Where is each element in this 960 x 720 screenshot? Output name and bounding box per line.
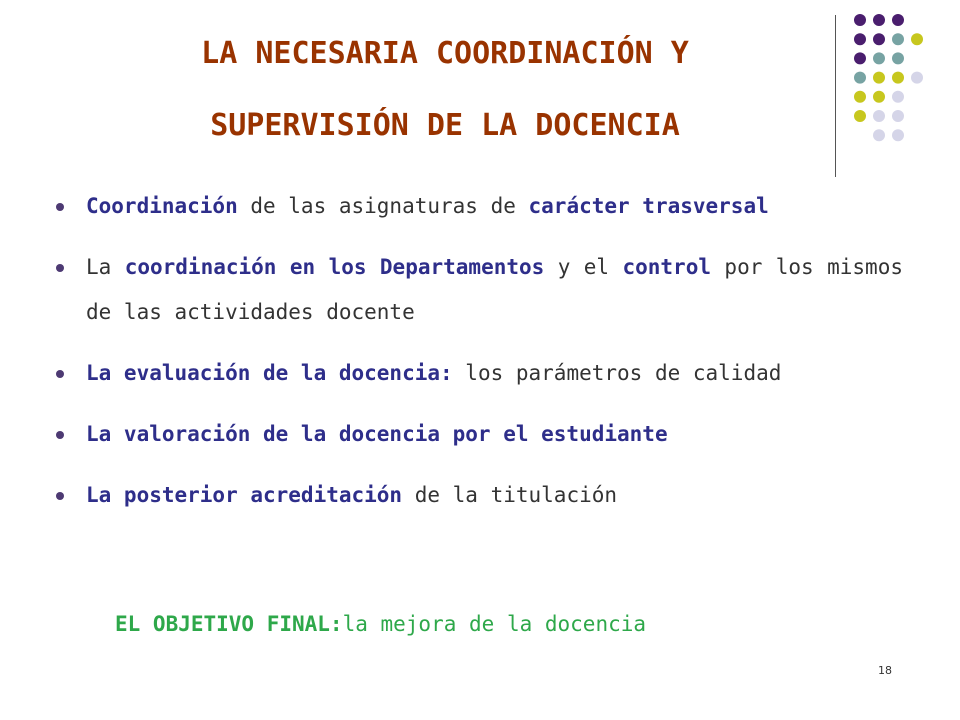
decorative-dot — [892, 33, 904, 45]
decorative-dot — [854, 14, 866, 26]
bullet-part: de las asignaturas de — [237, 194, 529, 218]
decorative-dot — [892, 129, 904, 141]
bullet-part: los parámetros de calidad — [452, 361, 782, 385]
bullet-dot — [56, 203, 64, 211]
decorative-dot — [854, 52, 866, 64]
bullet-part: de la titulación — [402, 483, 618, 507]
bullet-dot — [56, 370, 64, 378]
decorative-dot — [873, 52, 885, 64]
bullet-dot — [56, 431, 64, 439]
title-line-2: SUPERVISIÓN DE LA DOCENCIA — [210, 108, 680, 143]
decorative-dot — [873, 72, 885, 84]
decorative-dot — [854, 33, 866, 45]
final-objective — [115, 602, 646, 647]
decorative-dot — [911, 72, 923, 84]
bullet-dot — [56, 492, 64, 500]
decorative-dot — [854, 91, 866, 103]
objective-text: la mejora de la docencia — [342, 612, 647, 636]
decorative-dot — [873, 91, 885, 103]
bullet-part: Coordinación — [86, 194, 238, 218]
bullet-item-4 — [48, 412, 903, 457]
bullet-list — [48, 184, 903, 534]
bullet-part: La posterior acreditación — [86, 483, 403, 507]
bullet-part: y el — [544, 255, 623, 279]
decorative-dot — [873, 14, 885, 26]
decorative-dot — [892, 72, 904, 84]
decorative-dot — [854, 110, 866, 122]
decorative-dot — [873, 110, 885, 122]
title-line-1: LA NECESARIA COORDINACIÓN Y — [201, 36, 689, 71]
objective-label: EL OBJETIVO FINAL: — [115, 612, 343, 636]
bullet-part: carácter trasversal — [528, 194, 769, 218]
decorative-dot — [854, 72, 866, 84]
bullet-part: La valoración de la docencia por el estudiante — [86, 422, 668, 446]
bullet-item-2 — [48, 245, 903, 335]
bullet-item-5 — [48, 473, 903, 518]
bullet-part: La — [86, 255, 125, 279]
bullet-dot — [56, 264, 64, 272]
bullet-part: coordinación en los Departamentos — [124, 255, 545, 279]
decorative-dot — [911, 33, 923, 45]
decorative-dot — [892, 14, 904, 26]
bullet-part: La evaluación de la docencia: — [86, 361, 453, 385]
bullet-item-1 — [48, 184, 903, 229]
page-number: 18 — [878, 664, 892, 677]
decorative-dot — [892, 91, 904, 103]
decorative-dot-grid — [0, 0, 960, 180]
bullet-part: control — [622, 255, 711, 279]
bullet-item-3 — [48, 351, 903, 396]
bullet-part: por los mismos de las actividades docente — [86, 255, 903, 324]
decorative-dot — [892, 52, 904, 64]
decorative-dot — [892, 110, 904, 122]
decorative-dot — [873, 129, 885, 141]
decorative-dot — [873, 33, 885, 45]
